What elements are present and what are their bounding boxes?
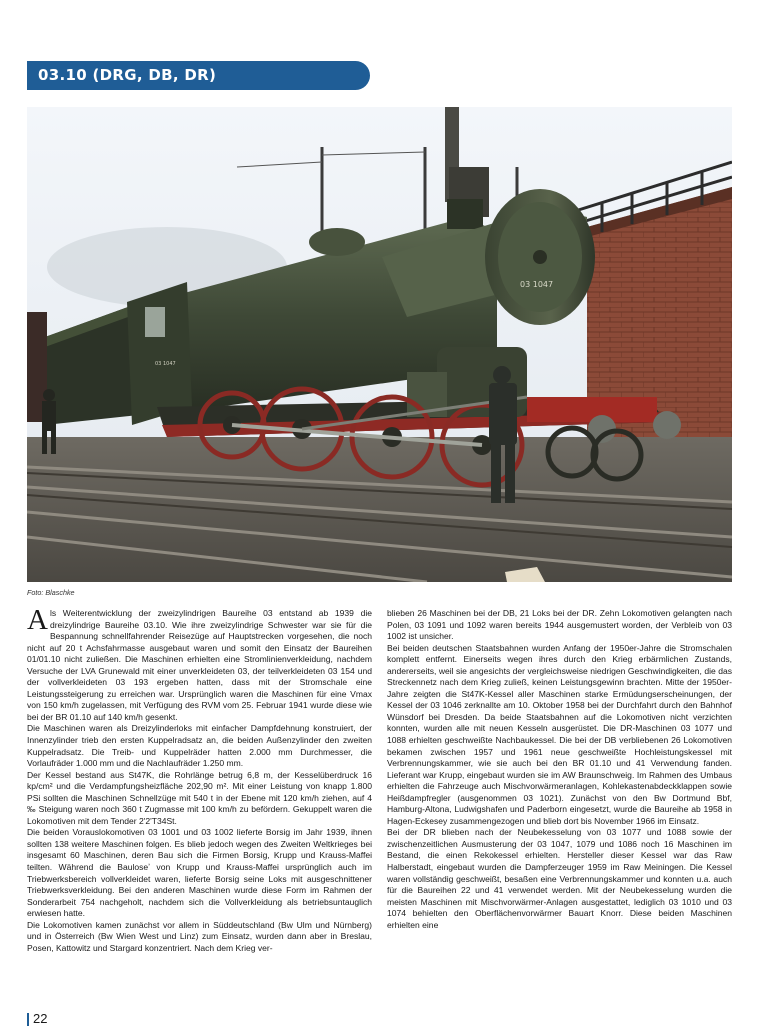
article-column-left [27,608,372,1000]
article-paragraph: Die beiden Vorauslokomotiven 03 1001 und 03 1002 lieferte Borsig im Jahr 1939, ihnen sollten 138 weitere Maschinen folgen. Es blieb jedoch wegen des Zweiten Weltkrieges bei insgesamt 60 Maschinen, deren Bau sich die Firmen Borsig, Krupp und Krauss-Maffei teilten. Während die Bauloseʼ von Krupp und Krauss-Maffei ursprünglich auch im Triebwerksbereich vollverkleidet waren, lieferte Borsig seine Loks mit ausgeschnittener Triebwerksverkleidung. Bei den anderen Maschinen wurde diese Form im Rahmen der Sonderarbeit 754 nachgeholt, nachdem sich die Vollverkleidung als betriebsuntauglich erwiesen hatte. [27,827,372,919]
article-paragraph [27,608,372,723]
article-paragraph: Der Kessel bestand aus St47K, die Rohrlänge betrug 6,8 m, der Kesselüberdruck 16 kp/cm² und die Verdampfungsheizfläche 202,90 m². Mit einer Leistung von knapp 1.800 PSi sollten die Maschinen Schnellzüge mit 540 t in der Ebene mit 120 km/h ziehen, auf 4 ‰ Steigung waren noch 360 t Zugmasse mit 100 km/h zu befördern. Gekuppelt waren die Lokomotiven mit dem Tender 2'2'T34St. [27,769,372,826]
article-paragraph: Die Maschinen waren als Dreizylinderloks mit einfacher Dampfdehnung konstruiert, der Innenzylinder trieb den ersten Kuppelradsatz an, die beiden Außenzylinder den zweiten Kuppelradsatz. Die Treib- und Kuppelräder hatten 2.000 mm Durchmesser, die Vorlaufräder 1.000 mm und die Nachlaufräder 1.250 mm. [27,723,372,769]
page-number-bar [27,1013,29,1026]
section-title-banner [27,61,370,90]
dropcap: A [27,608,48,636]
article-paragraph: Bei beiden deutschen Staatsbahnen wurden Anfang der 1950er-Jahre die Stromschalen komplett entfernt. Einerseits wegen ihres durch den Krieg erbärmlichen Zustands, andererseits, weil sie angesichts der vergleichsweise niedrigen Geschwindigkeiten, die das Streckennetz nach dem Krieg zuließ, keinen Leistungsgewinn brachten. Mitte der 1950er-Jahre zeigten die St47K-Kessel aller Maschinen starke Ermüdungserscheinungen, der Kessel der 03 1046 zerknallte am 10. Oktober 1958 bei der Durchfahrt durch den Bahnhof Wünsdorf bei Dresden. Da beide Staatsbahnen auf die Lokomotiven nicht verzichten konnten, wurden alle mit neuen Kesseln ausgerüstet. Die DR-Maschinen 03 1077 und 1088 erhielten geschweißte Nachbaukessel. Die bei der DB verbliebenen 26 Lokomotiven bekamen zwischen 1957 und 1961 neue geschweißte Hochleistungskessel mit Verbrennungskammer, wie sie auch bei den BR 01.10 und 41 Verwendung fanden. Lieferant war Krupp, eingebaut wurden sie im AW Braunschweig. Im Rahmen des Umbaus erhielten die Fahrzeuge auch Mischvorwärmeranlagen, Kohlekastenabdeckklappen sowie Heißdampfregler (ausgenommen 03 1021). Zunächst von den Bw Dortmund Bbf, Hamburg-Altona, Ludwigshafen und Paderborn eingesetzt, wurde die Baureihe ab 1958 in Hagen-Eckesey zusammengezogen und blieb dort bis November 1966 im Einsatz. [387,642,732,826]
section-title: 03.10 (DRG, DB, DR) [38,66,217,84]
photo-credit: Foto: Blaschke [27,588,75,597]
article-paragraph: blieben 26 Maschinen bei der DB, 21 Loks bei der DR. Zehn Lokomotiven gelangten nach Polen, 03 1091 und 1092 waren bereits 1944 ausgemustert worden, der Verbleib von 03 1002 ist unsicher. [387,608,732,642]
locomotive-photo [27,107,732,582]
paragraph-text: ls Weiterentwicklung der zweizylindrigen Baureihe 03 entstand ab 1939 die dreizylindrige Baureihe 03.10. Wie ihre zweizylindrige Schwester war sie für die Bespannung schnellfahrender Reisezüge auf Hauptstrecken vorgesehen, die noch nicht auf 20 t Achsfahrmasse ausgebaut waren und somit den Einsatz der Baureihen 01/01.10 nicht zuließen. Die Maschinen erhielten eine Stromlinienverkleidung, nachdem Versuche der LVA Grunewald mit einer unverkleideten 03, der teilverkleideten 03 154 und der vollverkleideten 03 193 ergeben hatten, dass mit der Stromschale eine Leistungssteigerung zu erreichen war. Ursprünglich waren die Maschinen für eine Vmax von 150 km/h zugelassen, mit Verfügung des RVM vom 25. Februar 1941 wurde diese wie bei der BR 01.10 auf 140 km/h gesenkt. [27,608,372,722]
article-column-right [387,608,732,1000]
article-paragraph: Die Lokomotiven kamen zunächst vor allem in Süddeutschland (Bw Ulm und Nürnberg) und in Österreich (Bw Wien West und Linz) zum Einsatz, wurden dann aber in Breslau, Posen, Kattowitz und Stargard konzentriert. Nach dem Krieg ver- [27,919,372,953]
cab-number-plate: 03 1047 [155,361,176,367]
page-number: 22 [33,1011,48,1026]
article-paragraph: Bei der DR blieben nach der Neubekesselung von 03 1077 und 1088 sowie der zwischenzeitlichen Ausmusterung der 03 1047, 1079 und 1086 noch 16 Maschinen im Bestand, die einen Rekokessel erhielten. Hersteller dieser Kessel war das Raw Halberstadt, eingebaut wurden die Dampferzeuger 1959 im Raw Meiningen. Die Kessel waren vollständig geschweißt, besaßen eine Verbrennungskammer und konnten u.a. auch für die Baureihen 22 und 41 verwendet werden. Mit der Neubekesselung wurden die meisten Maschinen mit Mischvorwärmer-Anlagen ausgestattet, lediglich 03 1010 und 03 1074 behielten den Oberflächenvorwärmer Bauart Knorr. Diese beiden Maschinen erhielten eine [387,827,732,930]
smokebox-number-plate: 03 1047 [520,280,554,289]
